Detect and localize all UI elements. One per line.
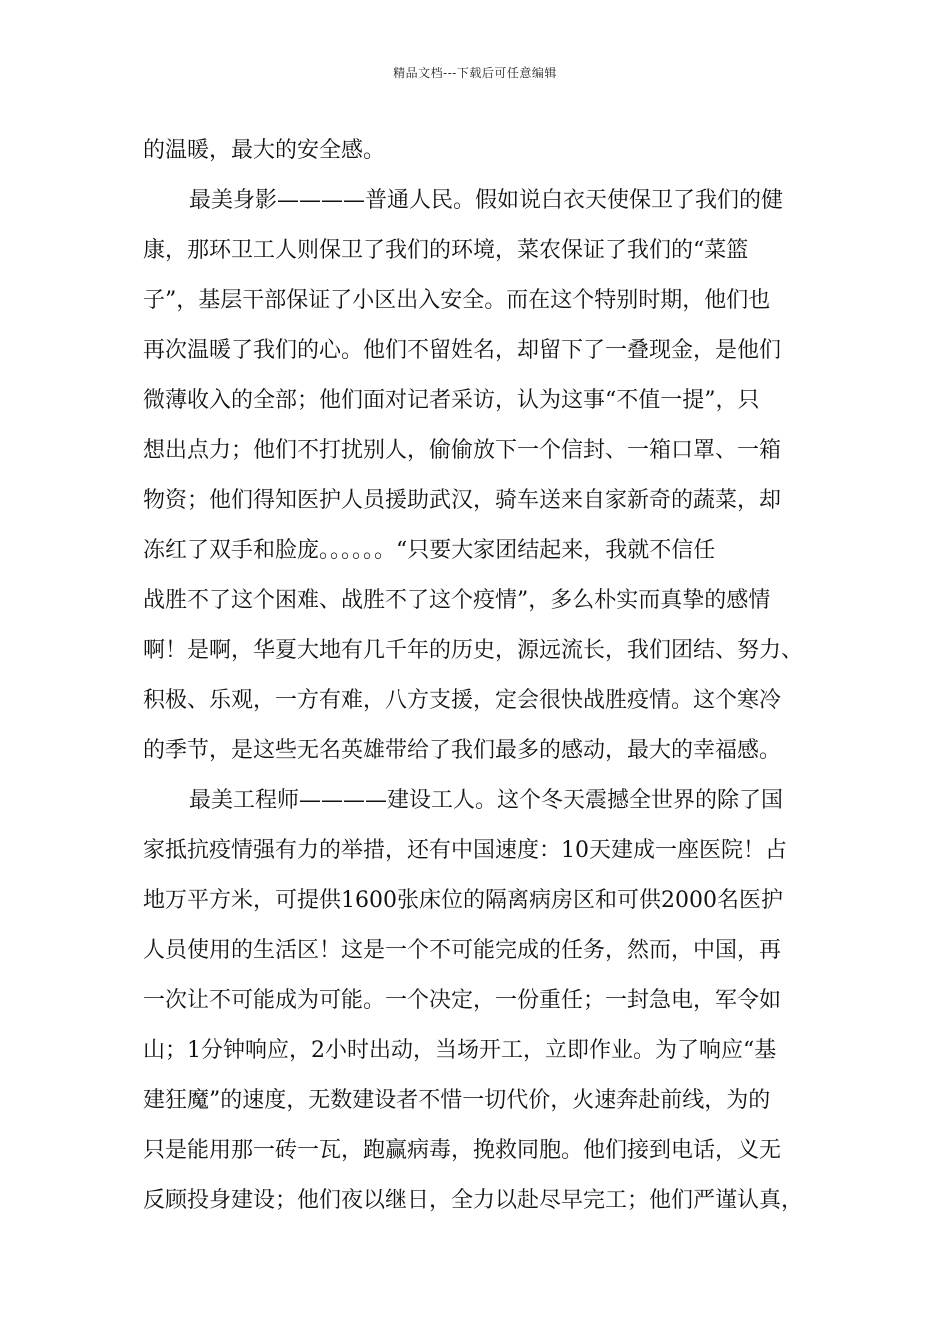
- text-line: 最美工程师————建设工人。这个冬天震撼全世界的除了国: [189, 788, 784, 813]
- text-line: 子”，基层干部保证了小区出入安全。而在这个特别时期，他们也: [143, 288, 771, 313]
- text-line: 啊！是啊，华夏大地有几千年的历史，源远流长，我们团结、努力、: [143, 638, 804, 663]
- text-line: 只是能用那一砖一瓦，跑赢病毒，挽救同胞。他们接到电话，义无: [143, 1138, 782, 1163]
- text-line: 积极、乐观，一方有难，八方支援，定会很快战胜疫情。这个寒冷: [143, 688, 782, 713]
- text-line: 康，那环卫工人则保卫了我们的环境，菜农保证了我们的“菜篮: [143, 238, 749, 263]
- text-line: 反顾投身建设；他们夜以继日，全力以赴尽早完工；他们严谨认真，: [143, 1188, 804, 1213]
- text-line: 战胜不了这个困难、战胜不了这个疫情”，多么朴实而真挚的感情: [143, 588, 771, 613]
- page-header: 精品文档---下载后可任意编辑: [393, 66, 557, 80]
- text-line: 再次温暖了我们的心。他们不留姓名，却留下了一叠现金，是他们: [143, 338, 782, 363]
- text-line: 的季节，是这些无名英雄带给了我们最多的感动，最大的幸福感。: [143, 738, 782, 763]
- text-line: 微薄收入的全部；他们面对记者采访，认为这事“不值一提”，只: [143, 388, 760, 413]
- text-line: 地万平方米，可提供1600张床位的隔离病房区和可供2000名医护: [143, 888, 783, 913]
- text-line: 想出点力；他们不打扰别人，偷偷放下一个信封、一箱口罩、一箱: [143, 438, 782, 463]
- text-line: 的温暖，最大的安全感。: [143, 138, 386, 163]
- text-line: 冻红了双手和脸庞。。。。。。“只要大家团结起来，我就不信任: [143, 538, 716, 563]
- document-body: [143, 126, 823, 1226]
- text-line: 一次让不可能成为可能。一个决定，一份重任；一封急电，军令如: [143, 988, 782, 1013]
- text-line: 物资；他们得知医护人员援助武汉，骑车送来自家新奇的蔬菜，却: [143, 488, 782, 513]
- text-line: 家抵抗疫情强有力的举措，还有中国速度：10天建成一座医院！占: [143, 838, 787, 863]
- text-line: 最美身影————普通人民。假如说白衣天使保卫了我们的健: [189, 188, 784, 213]
- text-line: 山；1分钟响应，2小时出动，当场开工，立即作业。为了响应“基: [143, 1038, 777, 1063]
- text-line: 建狂魔”的速度，无数建设者不惜一切代价，火速奔赴前线，为的: [143, 1088, 771, 1113]
- text-line: 人员使用的生活区！这是一个不可能完成的任务，然而，中国，再: [143, 938, 782, 963]
